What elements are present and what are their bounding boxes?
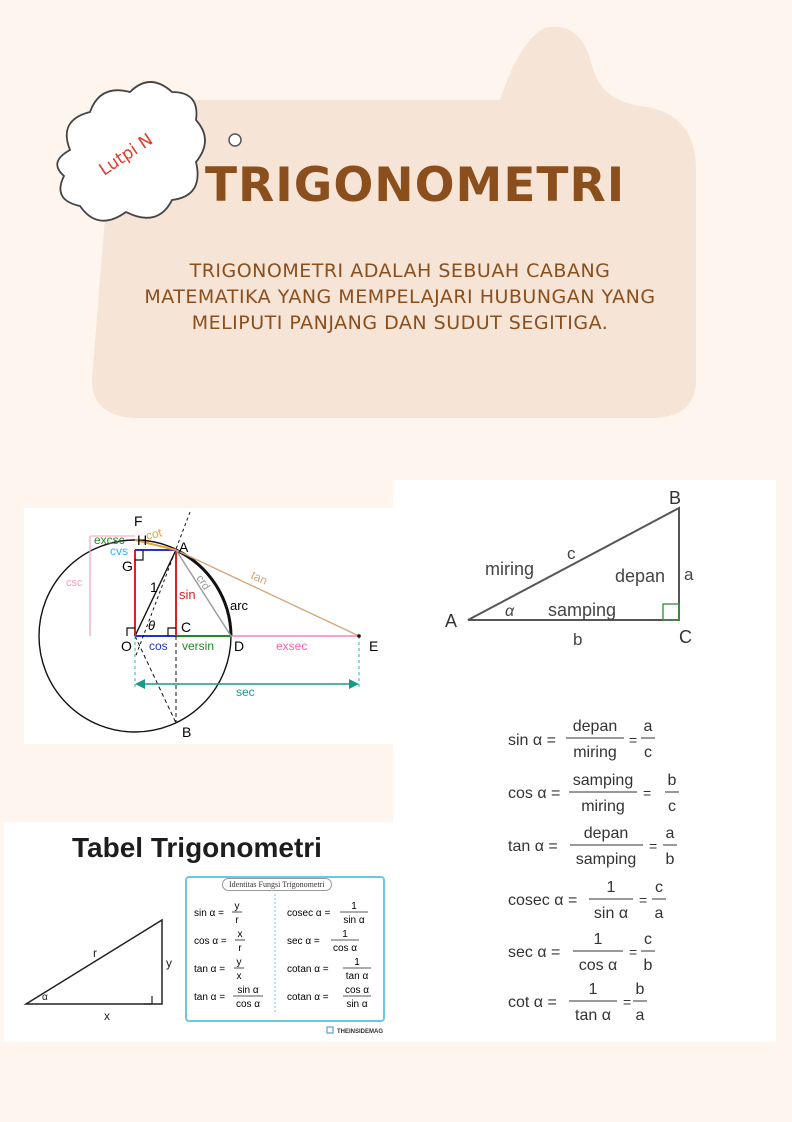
equals-sign: = xyxy=(629,732,638,748)
formula-den: c xyxy=(668,798,676,815)
identity-fn: cotan α = xyxy=(287,992,329,1003)
identity-num: cos α xyxy=(344,985,370,996)
author-name: Lutpi N xyxy=(95,129,157,181)
watermark: THEINSIDEMAG xyxy=(337,1029,384,1035)
table-label-y: y xyxy=(166,956,172,970)
equals-sign: = xyxy=(623,994,632,1010)
identity-box-title: Identitas Fungsi Trigonometri xyxy=(222,878,332,891)
vertex-a: A xyxy=(445,611,458,631)
identity-fn: tan α = xyxy=(194,964,226,975)
label-b: b xyxy=(573,630,583,649)
label-c: C xyxy=(181,619,192,635)
description-line: MATEMATIKA YANG MEMPELAJARI HUBUNGAN YANG xyxy=(144,286,656,308)
description xyxy=(105,258,695,336)
identity-den: sin α xyxy=(346,999,368,1010)
equals-sign: = xyxy=(643,785,652,801)
identity-den: cos α xyxy=(235,999,261,1010)
formula-den: miring xyxy=(581,798,625,815)
formula-den: b xyxy=(643,957,653,974)
formula-cos xyxy=(508,772,679,815)
right-triangle-diagram xyxy=(393,480,776,700)
identity-num: x xyxy=(237,929,243,940)
table-title: Tabel Trigonometri xyxy=(72,832,322,863)
label-crd: crd xyxy=(193,572,213,593)
formula-den: cos α xyxy=(578,957,618,974)
formula-fn: cosec α = xyxy=(508,892,578,909)
label-csc: csc xyxy=(66,577,83,589)
formula-fn: tan α = xyxy=(508,838,558,855)
identity-right-0 xyxy=(287,901,368,926)
label-h: H xyxy=(137,532,148,548)
formula-fn: cot α = xyxy=(508,994,557,1011)
formula-cosec xyxy=(508,879,666,922)
right-angle-o xyxy=(127,628,135,636)
identity-den: tan α xyxy=(345,971,369,982)
right-angle-marker xyxy=(663,604,679,620)
formula-den: miring xyxy=(573,744,617,761)
identity-den: cos α xyxy=(332,943,358,954)
equals-sign: = xyxy=(649,838,658,854)
vertex-c: C xyxy=(679,627,692,647)
label-c: c xyxy=(567,544,576,563)
label-f: F xyxy=(134,513,143,529)
right-angle-g xyxy=(135,550,143,560)
label-g: G xyxy=(122,558,133,574)
vertex-b: B xyxy=(669,488,682,508)
formula-den: sin α xyxy=(593,905,629,922)
label-one: 1 xyxy=(150,579,158,595)
table-label-alpha: α xyxy=(42,992,48,1003)
identity-num: y xyxy=(234,901,240,912)
identity-left-3 xyxy=(194,985,263,1010)
label-sec: sec xyxy=(236,685,255,699)
identity-left-2 xyxy=(194,957,244,982)
label-a: A xyxy=(179,539,189,555)
formula-num: a xyxy=(665,825,675,842)
label-excsc: excsc xyxy=(94,533,125,547)
identity-num: 1 xyxy=(342,929,348,940)
bubble-dot xyxy=(229,134,241,146)
right-angle-c xyxy=(168,628,176,636)
identity-formulas xyxy=(185,876,385,1046)
table-triangle xyxy=(4,822,184,1022)
formula-num: depan xyxy=(572,718,618,735)
identity-fn: cos α = xyxy=(194,936,227,947)
formula-den: a xyxy=(635,1007,645,1024)
label-miring: miring xyxy=(485,559,535,579)
table-label-x: x xyxy=(104,1009,110,1022)
identity-fn: sec α = xyxy=(287,936,320,947)
formula-num: 1 xyxy=(588,981,598,998)
formula-num: 1 xyxy=(606,879,616,896)
watermark-box xyxy=(327,1027,333,1033)
formula-num: c xyxy=(655,879,663,896)
label-b: B xyxy=(182,724,192,740)
identity-num: 1 xyxy=(351,901,357,912)
identity-num: 1 xyxy=(354,957,360,968)
equals-sign: = xyxy=(629,944,638,960)
identity-den: x xyxy=(236,971,242,982)
bubble-shape xyxy=(92,27,696,418)
label-versin: versin xyxy=(182,639,215,653)
description-line: TRIGONOMETRI ADALAH SEBUAH CABANG xyxy=(189,260,611,282)
formula-num: depan xyxy=(583,825,629,842)
description-line: MELIPUTI PANJANG DAN SUDUT SEGITIGA. xyxy=(191,312,609,334)
label-cos: cos xyxy=(149,639,168,653)
point-e xyxy=(357,634,361,638)
formula-num: b xyxy=(667,772,677,789)
formula-cot xyxy=(508,981,647,1024)
speech-bubble xyxy=(0,0,792,440)
label-tan: tan xyxy=(248,568,270,588)
sec-arrow-left xyxy=(135,679,145,689)
label-cvs: cvs xyxy=(110,544,128,558)
formula-den: b xyxy=(665,851,675,868)
formula-sec xyxy=(508,931,655,974)
identity-den: sin α xyxy=(343,915,365,926)
identity-fn: cosec α = xyxy=(287,908,331,919)
sec-arrow-right xyxy=(349,679,359,689)
formula-den: samping xyxy=(575,851,637,868)
formula-num: c xyxy=(644,931,652,948)
identity-num: y xyxy=(236,957,242,968)
formula-num: b xyxy=(635,981,645,998)
formula-fn: sin α = xyxy=(508,732,556,749)
identity-fn: sin α = xyxy=(194,908,224,919)
equals-sign: = xyxy=(639,892,648,908)
label-samping: samping xyxy=(548,600,617,620)
label-cot: cot xyxy=(144,525,164,543)
label-o: O xyxy=(121,638,132,654)
label-sin: sin xyxy=(179,587,196,602)
identity-num: sin α xyxy=(237,985,259,996)
identity-right-2 xyxy=(287,957,371,982)
unit-circle-diagram xyxy=(24,508,396,744)
label-depan: depan xyxy=(615,566,666,586)
identity-right-3 xyxy=(287,985,371,1010)
label-arc: arc xyxy=(230,598,249,613)
identity-left-0 xyxy=(194,901,242,926)
identity-fn: tan α = xyxy=(194,992,226,1003)
label-e: E xyxy=(369,638,379,654)
table-right-angle xyxy=(144,996,152,1004)
formula-tan xyxy=(508,825,677,868)
identity-fn: cotan α = xyxy=(287,964,329,975)
identity-den: r xyxy=(235,915,239,926)
formula-sin xyxy=(508,718,655,761)
formula-fn: sec α = xyxy=(508,944,561,961)
formula-num: 1 xyxy=(593,931,603,948)
label-d: D xyxy=(234,638,245,654)
label-theta: θ xyxy=(148,618,156,633)
identity-right-1 xyxy=(287,929,359,954)
label-exsec: exsec xyxy=(276,639,308,653)
table-label-r: r xyxy=(93,946,97,960)
formula-num: samping xyxy=(572,772,634,789)
label-alpha: α xyxy=(505,603,515,620)
formula-den: tan α xyxy=(575,1007,611,1024)
identity-den: r xyxy=(238,943,242,954)
page-title: TRIGONOMETRI xyxy=(205,158,626,213)
formula-num: a xyxy=(643,718,653,735)
formula-fn: cos α = xyxy=(508,785,561,802)
label-a: a xyxy=(684,565,694,584)
formula-den: a xyxy=(654,905,664,922)
formula-list xyxy=(393,700,776,1042)
identity-left-1 xyxy=(194,929,245,954)
formula-den: c xyxy=(644,744,652,761)
